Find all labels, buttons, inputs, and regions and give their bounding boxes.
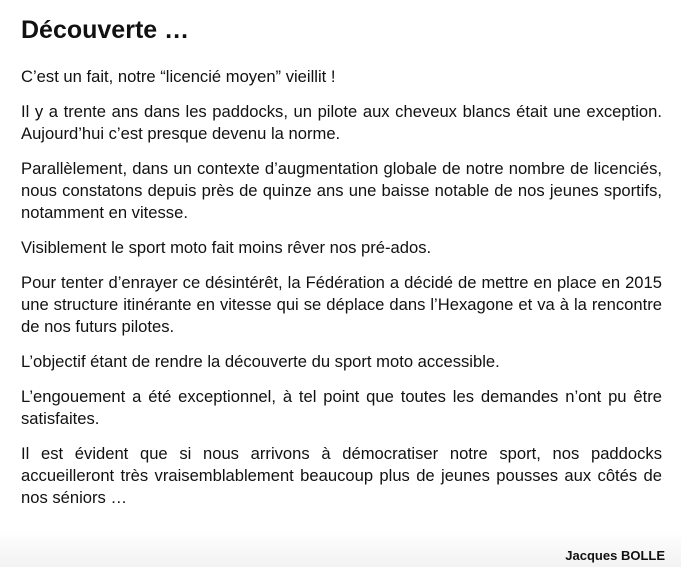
paragraph-4: Visiblement le sport moto fait moins rêver nos pré-ados. xyxy=(21,238,432,257)
author-signature: Jacques BOLLE xyxy=(565,548,665,563)
article-title: Découverte … xyxy=(21,16,190,44)
paragraph-8: Il est évident que si nous arrivons à démocratiser notre sport, nos paddocks accueilleront très vraisemblablement beaucoup plus de jeunes pousses aux côtés de nos séniors … xyxy=(21,444,662,507)
paragraph-3: Parallèlement, dans un contexte d’augmentation globale de notre nombre de licenciés, nous constatons depuis près de quinze ans une baisse notable de nos jeunes sportifs, notamment en vitesse. xyxy=(21,159,662,222)
paragraph-1: C’est un fait, notre “licencié moyen” vieillit ! xyxy=(21,67,336,86)
paragraph-7: L’engouement a été exceptionnel, à tel point que toutes les demandes n’ont pu être satisfaites. xyxy=(21,387,662,428)
paragraph-6: L’objectif étant de rendre la découverte du sport moto accessible. xyxy=(21,352,500,371)
paragraph-2: Il y a trente ans dans les paddocks, un pilote aux cheveux blancs était une exception. Aujourd’hui c’est presque devenu la norme. xyxy=(21,102,662,143)
article-body xyxy=(21,66,662,522)
paragraph-5: Pour tenter d’enrayer ce désintérêt, la Fédération a décidé de mettre en place en 2015 une structure itinérante en vitesse qui se déplace dans l’Hexagone et va à la rencontre de nos futurs pilotes. xyxy=(21,273,662,336)
